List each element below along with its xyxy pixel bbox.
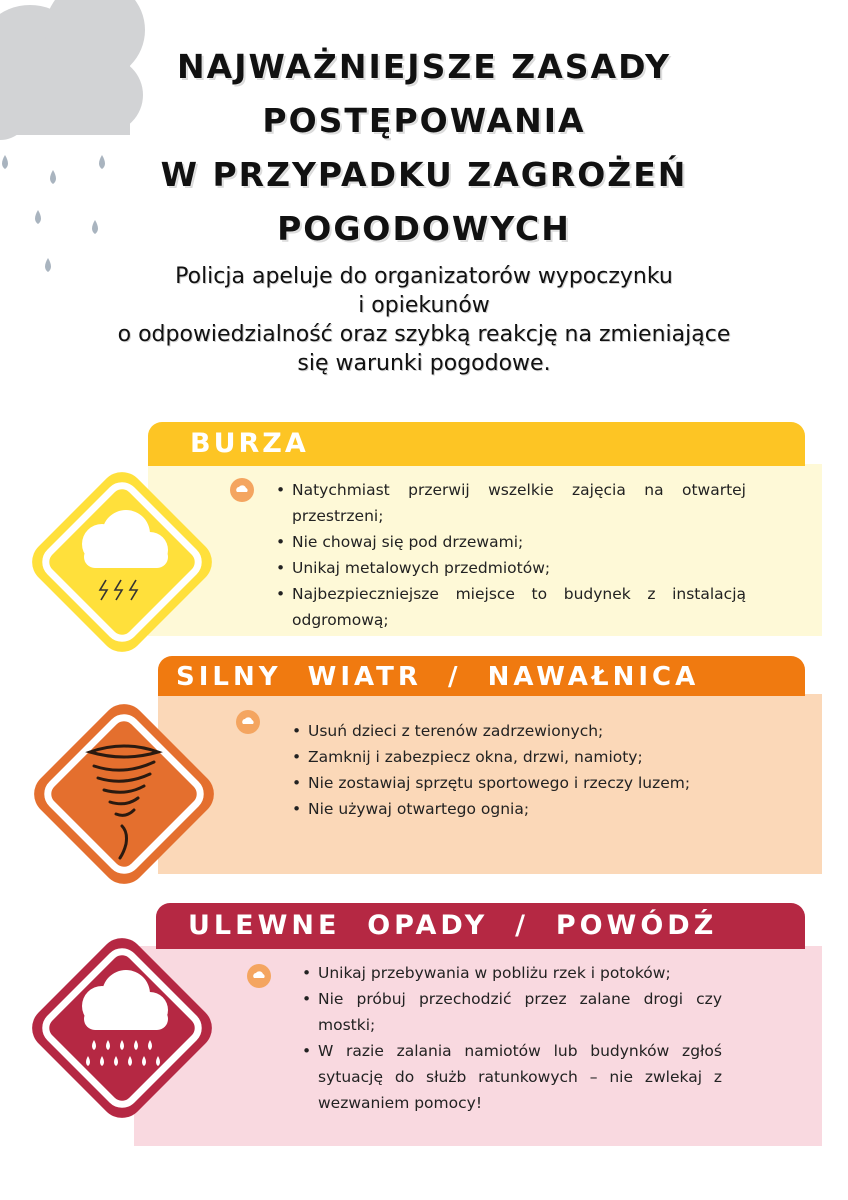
small-cloud-bullet-icon [230,478,254,502]
subtitle-line: i opiekunów [358,293,490,318]
list-item: • Unikaj przebywania w pobliżu rzek i potoków; [302,960,722,986]
section-storm-header [148,422,805,466]
flood-rules-list [302,960,722,1116]
page-subtitle [0,262,848,378]
list-item: • Najbezpieczniejsze miejsce to budynek z instalacją odgromową; [276,581,746,633]
subtitle-line: Policja apeluje do organizatorów wypoczynku [175,264,673,289]
title-line: NAJWAŻNIEJSZE ZASADY [177,47,671,86]
section-wind-title: SILNY WIATR / NAWAŁNICA [176,662,700,692]
section-wind-header [158,656,805,696]
list-item: • Zamknij i zabezpiecz okna, drzwi, namioty; [292,744,792,770]
small-cloud-bullet-icon [247,964,271,988]
subtitle-line: się warunki pogodowe. [297,351,551,376]
list-item: • Nie chowaj się pod drzewami; [276,529,746,555]
title-line: POSTĘPOWANIA [262,101,586,140]
list-item: • Nie zostawiaj sprzętu sportowego i rzeczy luzem; [292,770,792,796]
section-storm-title: BURZA [190,428,309,459]
section-flood-header [156,903,805,949]
list-item: • Usuń dzieci z terenów zadrzewionych; [292,718,792,744]
list-item: • W razie zalania namiotów lub budynków zgłoś sytuację do służb ratunkowych – nie zwlekaj z wezwaniem pomocy! [302,1038,722,1116]
storm-rules-list [276,477,746,633]
rain-cloud-icon [22,928,222,1128]
section-flood-title: ULEWNE OPADY / POWÓDŹ [188,910,718,941]
subtitle-line: o odpowiedzialność oraz szybką reakcję na zmieniające [117,322,731,347]
storm-cloud-icon [22,462,222,662]
list-item: • Natychmiast przerwij wszelkie zajęcia na otwartej przestrzeni; [276,477,746,529]
list-item: • Nie używaj otwartego ognia; [292,796,792,822]
page-title [0,40,848,256]
title-line: W PRZYPADKU ZAGROŻEŃ [160,155,688,194]
wind-rules-list [292,718,792,822]
list-item: • Unikaj metalowych przedmiotów; [276,555,746,581]
section-flood-panel [134,946,822,1146]
list-item: • Nie próbuj przechodzić przez zalane drogi czy mostki; [302,986,722,1038]
tornado-icon [24,694,224,894]
small-cloud-bullet-icon [236,710,260,734]
title-line: POGODOWYCH [277,209,571,248]
